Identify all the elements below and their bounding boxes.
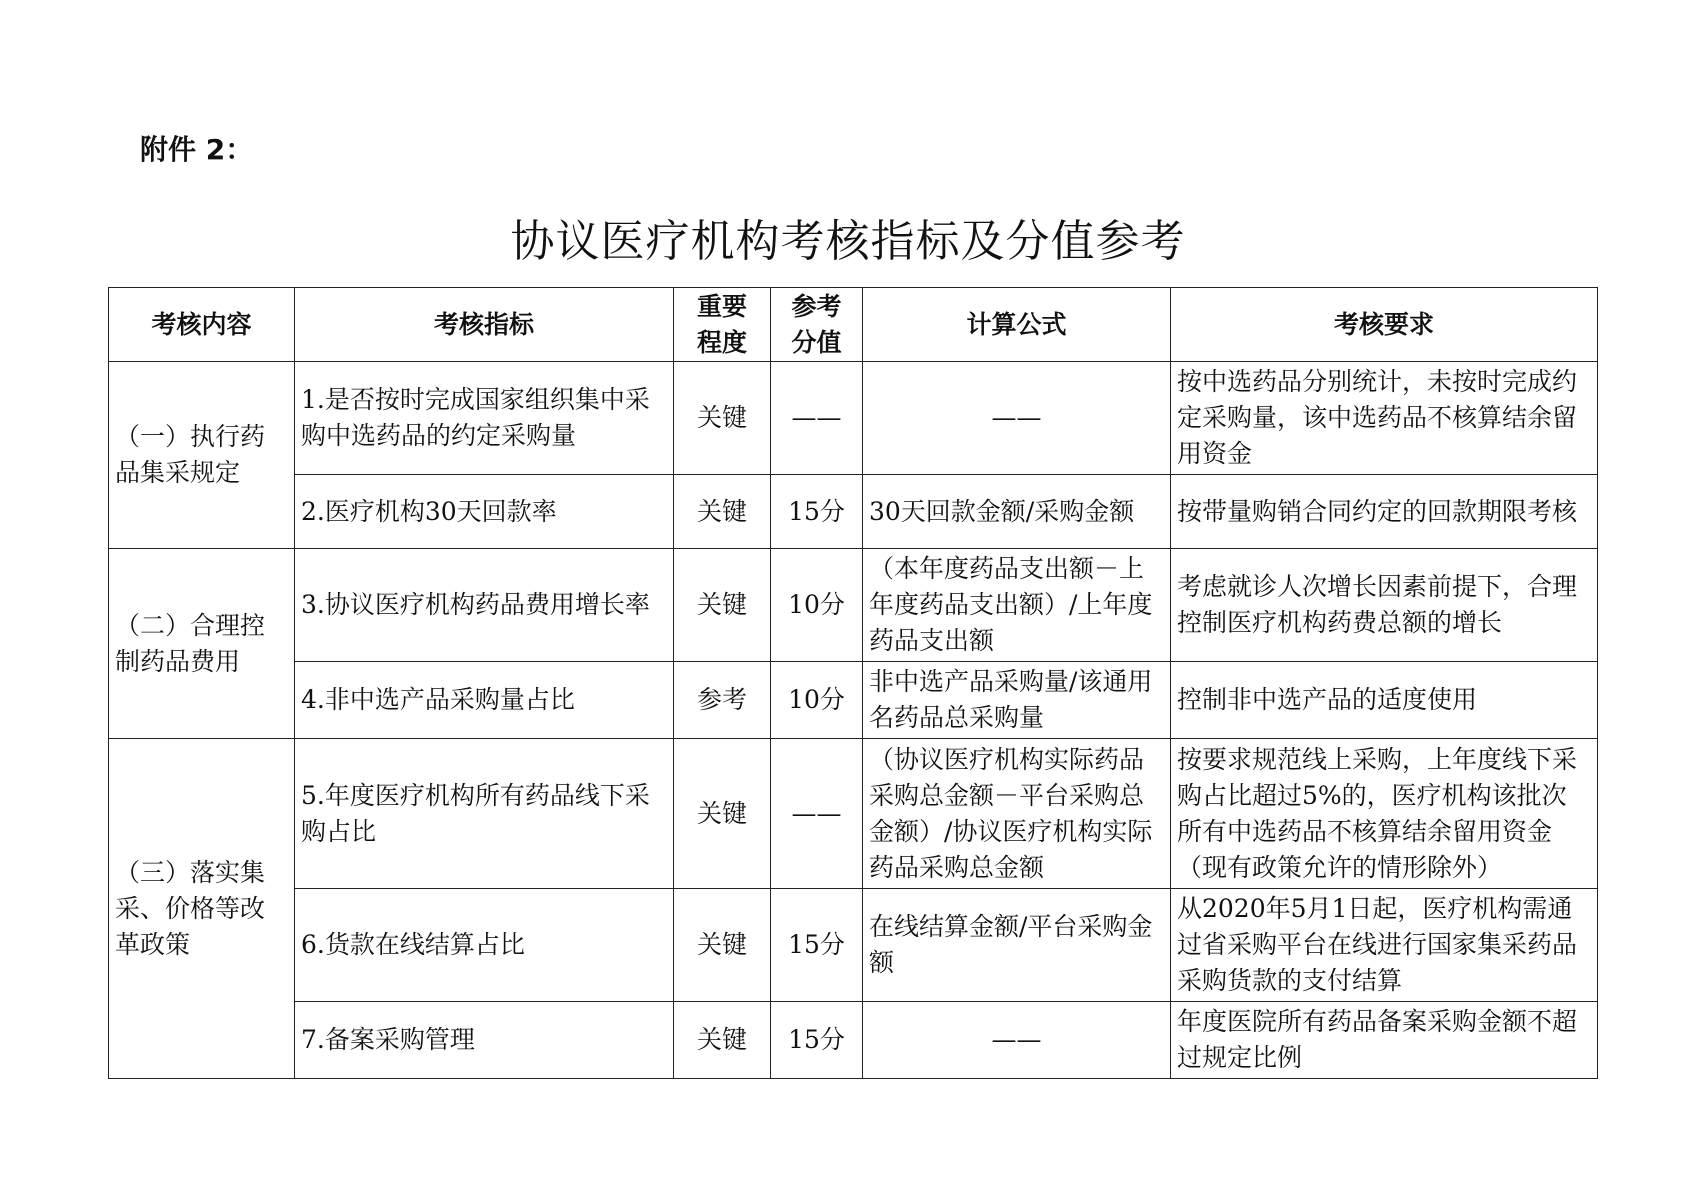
importance-cell: 关键 [674, 362, 771, 475]
requirement-cell: 年度医院所有药品备案采购金额不超过规定比例 [1171, 1002, 1598, 1079]
importance-cell: 参考 [674, 662, 771, 739]
indicator-cell: 2.医疗机构30天回款率 [295, 475, 674, 549]
header-requirement: 考核要求 [1171, 288, 1598, 362]
table-header-row [109, 288, 1598, 362]
score-cell: 15分 [771, 475, 863, 549]
importance-cell: 关键 [674, 739, 771, 889]
score-cell: 10分 [771, 662, 863, 739]
formula-cell: （本年度药品支出额－上年度药品支出额）/上年度药品支出额 [863, 549, 1171, 662]
formula-cell: —— [863, 1002, 1171, 1079]
table-row [109, 662, 1598, 739]
requirement-cell: 按中选药品分别统计，未按时完成约定采购量，该中选药品不核算结余留用资金 [1171, 362, 1598, 475]
attachment-label: 附件 2： [140, 133, 254, 166]
header-content: 考核内容 [109, 288, 295, 362]
importance-cell: 关键 [674, 889, 771, 1002]
score-cell: 15分 [771, 1002, 863, 1079]
importance-cell: 关键 [674, 549, 771, 662]
category-cell: （二）合理控制药品费用 [109, 549, 295, 739]
table-row [109, 549, 1598, 662]
formula-cell: 在线结算金额/平台采购金额 [863, 889, 1171, 1002]
header-score: 参考分值 [771, 288, 863, 362]
score-cell: —— [771, 362, 863, 475]
score-cell: 15分 [771, 889, 863, 1002]
importance-cell: 关键 [674, 475, 771, 549]
category-cell: （三）落实集采、价格等改革政策 [109, 739, 295, 1079]
formula-cell: —— [863, 362, 1171, 475]
indicator-cell: 6.货款在线结算占比 [295, 889, 674, 1002]
requirement-cell: 控制非中选产品的适度使用 [1171, 662, 1598, 739]
header-importance: 重要程度 [674, 288, 771, 362]
table-row [109, 475, 1598, 549]
requirement-cell: 考虑就诊人次增长因素前提下，合理控制医疗机构药费总额的增长 [1171, 549, 1598, 662]
indicator-cell: 5.年度医疗机构所有药品线下采购占比 [295, 739, 674, 889]
category-cell: （一）执行药品集采规定 [109, 362, 295, 549]
requirement-cell: 按带量购销合同约定的回款期限考核 [1171, 475, 1598, 549]
table-row [109, 739, 1598, 889]
formula-cell: 30天回款金额/采购金额 [863, 475, 1171, 549]
document-title: 协议医疗机构考核指标及分值参考 [510, 216, 1186, 267]
assessment-table [108, 287, 1598, 1079]
score-cell: —— [771, 739, 863, 889]
requirement-cell: 按要求规范线上采购，上年度线下采购占比超过5%的，医疗机构该批次所有中选药品不核算结余留用资金（现有政策允许的情形除外） [1171, 739, 1598, 889]
indicator-cell: 7.备案采购管理 [295, 1002, 674, 1079]
table-row [109, 362, 1598, 475]
header-formula: 计算公式 [863, 288, 1171, 362]
table-row [109, 889, 1598, 1002]
score-cell: 10分 [771, 549, 863, 662]
indicator-cell: 3.协议医疗机构药品费用增长率 [295, 549, 674, 662]
requirement-cell: 从2020年5月1日起，医疗机构需通过省采购平台在线进行国家集采药品采购货款的支付结算 [1171, 889, 1598, 1002]
indicator-cell: 4.非中选产品采购量占比 [295, 662, 674, 739]
importance-cell: 关键 [674, 1002, 771, 1079]
indicator-cell: 1.是否按时完成国家组织集中采购中选药品的约定采购量 [295, 362, 674, 475]
formula-cell: （协议医疗机构实际药品采购总金额－平台采购总金额）/协议医疗机构实际药品采购总金额 [863, 739, 1171, 889]
table-row [109, 1002, 1598, 1079]
formula-cell: 非中选产品采购量/该通用名药品总采购量 [863, 662, 1171, 739]
header-indicator: 考核指标 [295, 288, 674, 362]
